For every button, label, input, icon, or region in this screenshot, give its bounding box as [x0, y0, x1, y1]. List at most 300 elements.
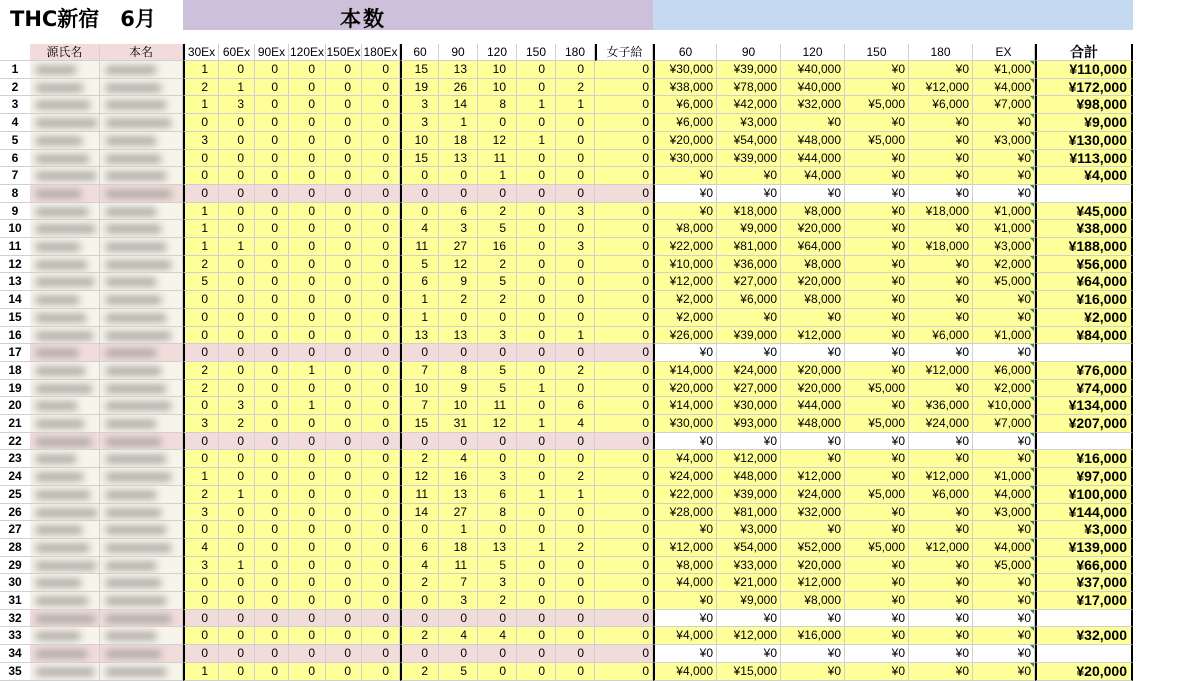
count-cell[interactable]: 0	[219, 203, 255, 221]
column-header[interactable]: 源氏名	[30, 44, 100, 61]
count-cell[interactable]: 1	[183, 203, 219, 221]
count-cell[interactable]: 0	[478, 521, 517, 539]
count-cell[interactable]: 0	[183, 592, 219, 610]
real-name-cell[interactable]	[100, 96, 183, 114]
row-number[interactable]: 31	[0, 592, 30, 610]
count-cell[interactable]: 0	[517, 327, 556, 345]
count-cell[interactable]: 0	[362, 504, 400, 522]
count-cell[interactable]: 1	[517, 415, 556, 433]
count-cell[interactable]: 0	[556, 663, 595, 681]
count-cell[interactable]: 0	[595, 486, 653, 504]
amount-cell[interactable]: ¥0	[909, 557, 973, 575]
count-cell[interactable]: 0	[255, 433, 289, 451]
amount-cell[interactable]: ¥15,000	[717, 663, 781, 681]
count-cell[interactable]: 0	[219, 433, 255, 451]
amount-cell[interactable]: ¥0	[781, 645, 845, 663]
count-cell[interactable]: 1	[219, 557, 255, 575]
count-cell[interactable]: 0	[556, 433, 595, 451]
amount-cell[interactable]: ¥0	[845, 663, 909, 681]
column-header[interactable]: EX	[973, 44, 1035, 61]
row-number[interactable]: 6	[0, 150, 30, 168]
count-cell[interactable]: 0	[439, 433, 478, 451]
count-cell[interactable]: 0	[289, 256, 326, 274]
total-cell[interactable]: ¥2,000	[1035, 309, 1133, 327]
stage-name-cell[interactable]	[30, 557, 100, 575]
amount-cell[interactable]: ¥81,000	[717, 238, 781, 256]
amount-cell[interactable]: ¥0	[781, 344, 845, 362]
column-header[interactable]: 合計	[1035, 44, 1133, 61]
count-cell[interactable]: 13	[439, 61, 478, 79]
amount-cell[interactable]: ¥5,000	[973, 557, 1035, 575]
real-name-cell[interactable]	[100, 610, 183, 628]
count-cell[interactable]: 1	[400, 291, 439, 309]
count-cell[interactable]: 2	[556, 468, 595, 486]
amount-cell[interactable]: ¥0	[653, 592, 717, 610]
count-cell[interactable]: 0	[219, 220, 255, 238]
count-cell[interactable]: 13	[400, 327, 439, 345]
column-header[interactable]: 90	[439, 44, 478, 61]
amount-cell[interactable]: ¥0	[909, 521, 973, 539]
amount-cell[interactable]: ¥24,000	[909, 415, 973, 433]
amount-cell[interactable]: ¥5,000	[845, 96, 909, 114]
count-cell[interactable]: 0	[517, 167, 556, 185]
real-name-cell[interactable]	[100, 504, 183, 522]
count-cell[interactable]: 1	[219, 486, 255, 504]
amount-cell[interactable]: ¥6,000	[717, 291, 781, 309]
count-cell[interactable]: 0	[478, 610, 517, 628]
total-cell[interactable]: ¥130,000	[1035, 132, 1133, 150]
real-name-cell[interactable]	[100, 627, 183, 645]
count-cell[interactable]: 11	[400, 486, 439, 504]
total-cell[interactable]	[1035, 610, 1133, 628]
count-cell[interactable]: 0	[362, 132, 400, 150]
count-cell[interactable]: 5	[478, 557, 517, 575]
amount-cell[interactable]: ¥12,000	[717, 627, 781, 645]
count-cell[interactable]: 0	[326, 79, 362, 97]
amount-cell[interactable]: ¥0	[717, 645, 781, 663]
count-cell[interactable]: 0	[595, 610, 653, 628]
count-cell[interactable]: 0	[219, 114, 255, 132]
real-name-cell[interactable]	[100, 380, 183, 398]
count-cell[interactable]: 0	[289, 185, 326, 203]
stage-name-cell[interactable]	[30, 504, 100, 522]
count-cell[interactable]: 3	[439, 220, 478, 238]
count-cell[interactable]: 2	[183, 362, 219, 380]
count-cell[interactable]: 10	[400, 380, 439, 398]
count-cell[interactable]: 0	[289, 539, 326, 557]
amount-cell[interactable]: ¥0	[781, 521, 845, 539]
count-cell[interactable]: 0	[595, 79, 653, 97]
row-number[interactable]: 12	[0, 256, 30, 274]
amount-cell[interactable]: ¥12,000	[781, 468, 845, 486]
count-cell[interactable]: 1	[517, 539, 556, 557]
count-cell[interactable]: 0	[556, 309, 595, 327]
count-cell[interactable]: 0	[255, 504, 289, 522]
stage-name-cell[interactable]	[30, 450, 100, 468]
row-number[interactable]: 33	[0, 627, 30, 645]
count-cell[interactable]: 0	[517, 256, 556, 274]
count-cell[interactable]: 0	[517, 521, 556, 539]
row-number[interactable]: 13	[0, 273, 30, 291]
count-cell[interactable]: 0	[183, 185, 219, 203]
amount-cell[interactable]: ¥0	[909, 291, 973, 309]
row-number[interactable]: 19	[0, 380, 30, 398]
count-cell[interactable]: 9	[439, 273, 478, 291]
count-cell[interactable]: 0	[362, 415, 400, 433]
count-cell[interactable]: 0	[183, 574, 219, 592]
count-cell[interactable]: 0	[326, 362, 362, 380]
count-cell[interactable]: 0	[326, 610, 362, 628]
count-cell[interactable]: 0	[219, 504, 255, 522]
count-cell[interactable]: 1	[400, 309, 439, 327]
amount-cell[interactable]: ¥81,000	[717, 504, 781, 522]
count-cell[interactable]: 0	[517, 663, 556, 681]
amount-cell[interactable]: ¥12,000	[909, 468, 973, 486]
amount-cell[interactable]: ¥0	[845, 468, 909, 486]
count-cell[interactable]: 2	[439, 291, 478, 309]
count-cell[interactable]: 1	[183, 61, 219, 79]
amount-cell[interactable]: ¥0	[973, 114, 1035, 132]
count-cell[interactable]: 0	[517, 309, 556, 327]
row-number[interactable]: 4	[0, 114, 30, 132]
amount-cell[interactable]: ¥39,000	[717, 61, 781, 79]
total-cell[interactable]: ¥37,000	[1035, 574, 1133, 592]
count-cell[interactable]: 0	[255, 327, 289, 345]
total-cell[interactable]	[1035, 645, 1133, 663]
row-number[interactable]: 2	[0, 79, 30, 97]
count-cell[interactable]: 10	[478, 61, 517, 79]
count-cell[interactable]: 0	[517, 114, 556, 132]
count-cell[interactable]: 5	[478, 362, 517, 380]
amount-cell[interactable]: ¥40,000	[781, 61, 845, 79]
row-number[interactable]: 28	[0, 539, 30, 557]
stage-name-cell[interactable]	[30, 645, 100, 663]
count-cell[interactable]: 0	[595, 504, 653, 522]
count-cell[interactable]: 2	[556, 79, 595, 97]
amount-cell[interactable]: ¥0	[781, 450, 845, 468]
amount-cell[interactable]: ¥0	[845, 397, 909, 415]
count-cell[interactable]: 4	[556, 415, 595, 433]
total-cell[interactable]: ¥207,000	[1035, 415, 1133, 433]
count-cell[interactable]: 0	[289, 450, 326, 468]
amount-cell[interactable]: ¥30,000	[717, 397, 781, 415]
count-cell[interactable]: 0	[517, 610, 556, 628]
count-cell[interactable]: 13	[439, 150, 478, 168]
count-cell[interactable]: 0	[362, 291, 400, 309]
amount-cell[interactable]: ¥1,000	[973, 468, 1035, 486]
count-cell[interactable]: 0	[595, 273, 653, 291]
count-cell[interactable]: 0	[478, 663, 517, 681]
count-cell[interactable]: 7	[400, 362, 439, 380]
count-cell[interactable]: 0	[362, 610, 400, 628]
amount-cell[interactable]: ¥0	[845, 185, 909, 203]
count-cell[interactable]: 0	[326, 238, 362, 256]
count-cell[interactable]: 0	[400, 521, 439, 539]
count-cell[interactable]: 0	[362, 79, 400, 97]
count-cell[interactable]: 0	[255, 167, 289, 185]
total-cell[interactable]: ¥144,000	[1035, 504, 1133, 522]
real-name-cell[interactable]	[100, 256, 183, 274]
total-cell[interactable]: ¥32,000	[1035, 627, 1133, 645]
total-cell[interactable]: ¥100,000	[1035, 486, 1133, 504]
amount-cell[interactable]: ¥4,000	[973, 486, 1035, 504]
count-cell[interactable]: 0	[326, 220, 362, 238]
count-cell[interactable]: 0	[289, 380, 326, 398]
amount-cell[interactable]: ¥0	[973, 450, 1035, 468]
count-cell[interactable]: 1	[439, 521, 478, 539]
amount-cell[interactable]: ¥27,000	[717, 380, 781, 398]
amount-cell[interactable]: ¥0	[717, 433, 781, 451]
count-cell[interactable]: 1	[517, 486, 556, 504]
count-cell[interactable]: 0	[255, 539, 289, 557]
amount-cell[interactable]: ¥0	[845, 627, 909, 645]
count-cell[interactable]: 0	[183, 327, 219, 345]
amount-cell[interactable]: ¥12,000	[781, 574, 845, 592]
row-number[interactable]: 23	[0, 450, 30, 468]
stage-name-cell[interactable]	[30, 150, 100, 168]
amount-cell[interactable]: ¥8,000	[653, 220, 717, 238]
count-cell[interactable]: 0	[289, 610, 326, 628]
amount-cell[interactable]: ¥28,000	[653, 504, 717, 522]
stage-name-cell[interactable]	[30, 132, 100, 150]
count-cell[interactable]: 0	[289, 327, 326, 345]
amount-cell[interactable]: ¥0	[909, 256, 973, 274]
real-name-cell[interactable]	[100, 592, 183, 610]
count-cell[interactable]: 0	[289, 61, 326, 79]
count-cell[interactable]: 0	[517, 627, 556, 645]
count-cell[interactable]: 0	[556, 185, 595, 203]
amount-cell[interactable]: ¥5,000	[845, 132, 909, 150]
column-header[interactable]: 60	[653, 44, 717, 61]
real-name-cell[interactable]	[100, 114, 183, 132]
count-cell[interactable]: 2	[183, 256, 219, 274]
total-cell[interactable]: ¥139,000	[1035, 539, 1133, 557]
amount-cell[interactable]: ¥48,000	[717, 468, 781, 486]
amount-cell[interactable]: ¥0	[909, 150, 973, 168]
count-cell[interactable]: 0	[595, 132, 653, 150]
row-number[interactable]: 32	[0, 610, 30, 628]
count-cell[interactable]: 0	[255, 291, 289, 309]
count-cell[interactable]: 0	[595, 539, 653, 557]
total-cell[interactable]: ¥98,000	[1035, 96, 1133, 114]
stage-name-cell[interactable]	[30, 380, 100, 398]
row-number[interactable]: 21	[0, 415, 30, 433]
stage-name-cell[interactable]	[30, 362, 100, 380]
amount-cell[interactable]: ¥48,000	[781, 415, 845, 433]
count-cell[interactable]: 0	[362, 574, 400, 592]
count-cell[interactable]: 0	[556, 220, 595, 238]
amount-cell[interactable]: ¥0	[845, 256, 909, 274]
amount-cell[interactable]: ¥2,000	[653, 309, 717, 327]
amount-cell[interactable]: ¥22,000	[653, 486, 717, 504]
count-cell[interactable]: 0	[289, 574, 326, 592]
amount-cell[interactable]: ¥3,000	[717, 114, 781, 132]
total-cell[interactable]: ¥188,000	[1035, 238, 1133, 256]
amount-cell[interactable]: ¥8,000	[781, 291, 845, 309]
count-cell[interactable]: 0	[478, 645, 517, 663]
amount-cell[interactable]: ¥0	[845, 167, 909, 185]
amount-cell[interactable]: ¥3,000	[717, 521, 781, 539]
amount-cell[interactable]: ¥0	[973, 521, 1035, 539]
count-cell[interactable]: 0	[517, 203, 556, 221]
count-cell[interactable]: 0	[556, 273, 595, 291]
count-cell[interactable]: 0	[289, 203, 326, 221]
amount-cell[interactable]: ¥0	[845, 592, 909, 610]
amount-cell[interactable]: ¥1,000	[973, 61, 1035, 79]
count-cell[interactable]: 0	[556, 574, 595, 592]
amount-cell[interactable]: ¥7,000	[973, 96, 1035, 114]
count-cell[interactable]: 0	[326, 327, 362, 345]
column-header[interactable]: 120	[781, 44, 845, 61]
amount-cell[interactable]: ¥0	[653, 344, 717, 362]
amount-cell[interactable]: ¥54,000	[717, 539, 781, 557]
count-cell[interactable]: 0	[219, 645, 255, 663]
count-cell[interactable]: 0	[219, 167, 255, 185]
count-cell[interactable]: 0	[517, 273, 556, 291]
count-cell[interactable]: 0	[326, 397, 362, 415]
stage-name-cell[interactable]	[30, 114, 100, 132]
total-cell[interactable]: ¥38,000	[1035, 220, 1133, 238]
count-cell[interactable]: 0	[439, 185, 478, 203]
count-cell[interactable]: 0	[478, 185, 517, 203]
amount-cell[interactable]: ¥12,000	[909, 79, 973, 97]
count-cell[interactable]: 0	[478, 433, 517, 451]
amount-cell[interactable]: ¥40,000	[781, 79, 845, 97]
amount-cell[interactable]: ¥0	[909, 344, 973, 362]
count-cell[interactable]: 8	[478, 96, 517, 114]
count-cell[interactable]: 0	[255, 344, 289, 362]
real-name-cell[interactable]	[100, 344, 183, 362]
amount-cell[interactable]: ¥0	[909, 610, 973, 628]
count-cell[interactable]: 0	[289, 167, 326, 185]
count-cell[interactable]: 0	[255, 203, 289, 221]
amount-cell[interactable]: ¥24,000	[653, 468, 717, 486]
amount-cell[interactable]: ¥0	[973, 574, 1035, 592]
count-cell[interactable]: 10	[439, 397, 478, 415]
count-cell[interactable]: 5	[478, 273, 517, 291]
count-cell[interactable]: 0	[595, 397, 653, 415]
count-cell[interactable]: 3	[183, 504, 219, 522]
count-cell[interactable]: 0	[400, 433, 439, 451]
count-cell[interactable]: 0	[439, 167, 478, 185]
column-header[interactable]: 180	[909, 44, 973, 61]
count-cell[interactable]: 0	[326, 521, 362, 539]
count-cell[interactable]: 0	[289, 521, 326, 539]
amount-cell[interactable]: ¥0	[973, 592, 1035, 610]
count-cell[interactable]: 0	[183, 309, 219, 327]
count-cell[interactable]: 0	[517, 468, 556, 486]
amount-cell[interactable]: ¥0	[973, 645, 1035, 663]
count-cell[interactable]: 5	[439, 663, 478, 681]
amount-cell[interactable]: ¥0	[973, 309, 1035, 327]
column-header[interactable]: 150	[845, 44, 909, 61]
amount-cell[interactable]: ¥0	[909, 380, 973, 398]
amount-cell[interactable]: ¥5,000	[845, 486, 909, 504]
amount-cell[interactable]: ¥0	[909, 450, 973, 468]
count-cell[interactable]: 0	[362, 327, 400, 345]
stage-name-cell[interactable]	[30, 256, 100, 274]
total-cell[interactable]: ¥134,000	[1035, 397, 1133, 415]
count-cell[interactable]: 18	[439, 539, 478, 557]
amount-cell[interactable]: ¥4,000	[973, 79, 1035, 97]
count-cell[interactable]: 0	[255, 61, 289, 79]
total-cell[interactable]: ¥45,000	[1035, 203, 1133, 221]
count-cell[interactable]: 0	[219, 362, 255, 380]
count-cell[interactable]: 0	[255, 468, 289, 486]
count-cell[interactable]: 0	[362, 96, 400, 114]
count-cell[interactable]: 0	[595, 96, 653, 114]
real-name-cell[interactable]	[100, 362, 183, 380]
amount-cell[interactable]: ¥1,000	[973, 327, 1035, 345]
amount-cell[interactable]: ¥0	[845, 521, 909, 539]
amount-cell[interactable]: ¥0	[845, 150, 909, 168]
total-cell[interactable]	[1035, 185, 1133, 203]
amount-cell[interactable]: ¥2,000	[973, 380, 1035, 398]
amount-cell[interactable]: ¥0	[973, 433, 1035, 451]
amount-cell[interactable]: ¥6,000	[909, 327, 973, 345]
count-cell[interactable]: 0	[255, 79, 289, 97]
count-cell[interactable]: 0	[556, 450, 595, 468]
count-cell[interactable]: 0	[255, 185, 289, 203]
count-cell[interactable]: 0	[219, 450, 255, 468]
row-number[interactable]: 26	[0, 504, 30, 522]
count-cell[interactable]: 1	[556, 327, 595, 345]
amount-cell[interactable]: ¥20,000	[653, 380, 717, 398]
amount-cell[interactable]: ¥6,000	[653, 96, 717, 114]
amount-cell[interactable]: ¥32,000	[781, 96, 845, 114]
count-cell[interactable]: 6	[556, 397, 595, 415]
amount-cell[interactable]: ¥0	[845, 327, 909, 345]
amount-cell[interactable]: ¥10,000	[973, 397, 1035, 415]
count-cell[interactable]: 0	[595, 468, 653, 486]
count-cell[interactable]: 5	[478, 380, 517, 398]
column-header[interactable]: 本名	[100, 44, 183, 61]
count-cell[interactable]: 0	[255, 521, 289, 539]
count-cell[interactable]: 0	[439, 645, 478, 663]
count-cell[interactable]: 0	[556, 380, 595, 398]
amount-cell[interactable]: ¥20,000	[653, 132, 717, 150]
stage-name-cell[interactable]	[30, 291, 100, 309]
amount-cell[interactable]: ¥8,000	[653, 557, 717, 575]
count-cell[interactable]: 6	[400, 273, 439, 291]
count-cell[interactable]: 0	[556, 645, 595, 663]
count-cell[interactable]: 0	[517, 220, 556, 238]
count-cell[interactable]: 0	[255, 574, 289, 592]
count-cell[interactable]: 0	[326, 132, 362, 150]
stage-name-cell[interactable]	[30, 220, 100, 238]
amount-cell[interactable]: ¥18,000	[909, 238, 973, 256]
count-cell[interactable]: 0	[556, 610, 595, 628]
count-cell[interactable]: 2	[478, 291, 517, 309]
amount-cell[interactable]: ¥0	[973, 185, 1035, 203]
count-cell[interactable]: 0	[289, 486, 326, 504]
count-cell[interactable]: 0	[183, 114, 219, 132]
count-cell[interactable]: 0	[326, 450, 362, 468]
amount-cell[interactable]: ¥0	[909, 592, 973, 610]
amount-cell[interactable]: ¥0	[845, 645, 909, 663]
amount-cell[interactable]: ¥8,000	[781, 256, 845, 274]
amount-cell[interactable]: ¥0	[909, 185, 973, 203]
count-cell[interactable]: 2	[400, 663, 439, 681]
real-name-cell[interactable]	[100, 415, 183, 433]
amount-cell[interactable]: ¥5,000	[973, 273, 1035, 291]
count-cell[interactable]: 0	[255, 309, 289, 327]
count-cell[interactable]: 0	[326, 486, 362, 504]
count-cell[interactable]: 0	[255, 557, 289, 575]
amount-cell[interactable]: ¥39,000	[717, 150, 781, 168]
column-header[interactable]: 120	[478, 44, 517, 61]
amount-cell[interactable]: ¥0	[717, 185, 781, 203]
